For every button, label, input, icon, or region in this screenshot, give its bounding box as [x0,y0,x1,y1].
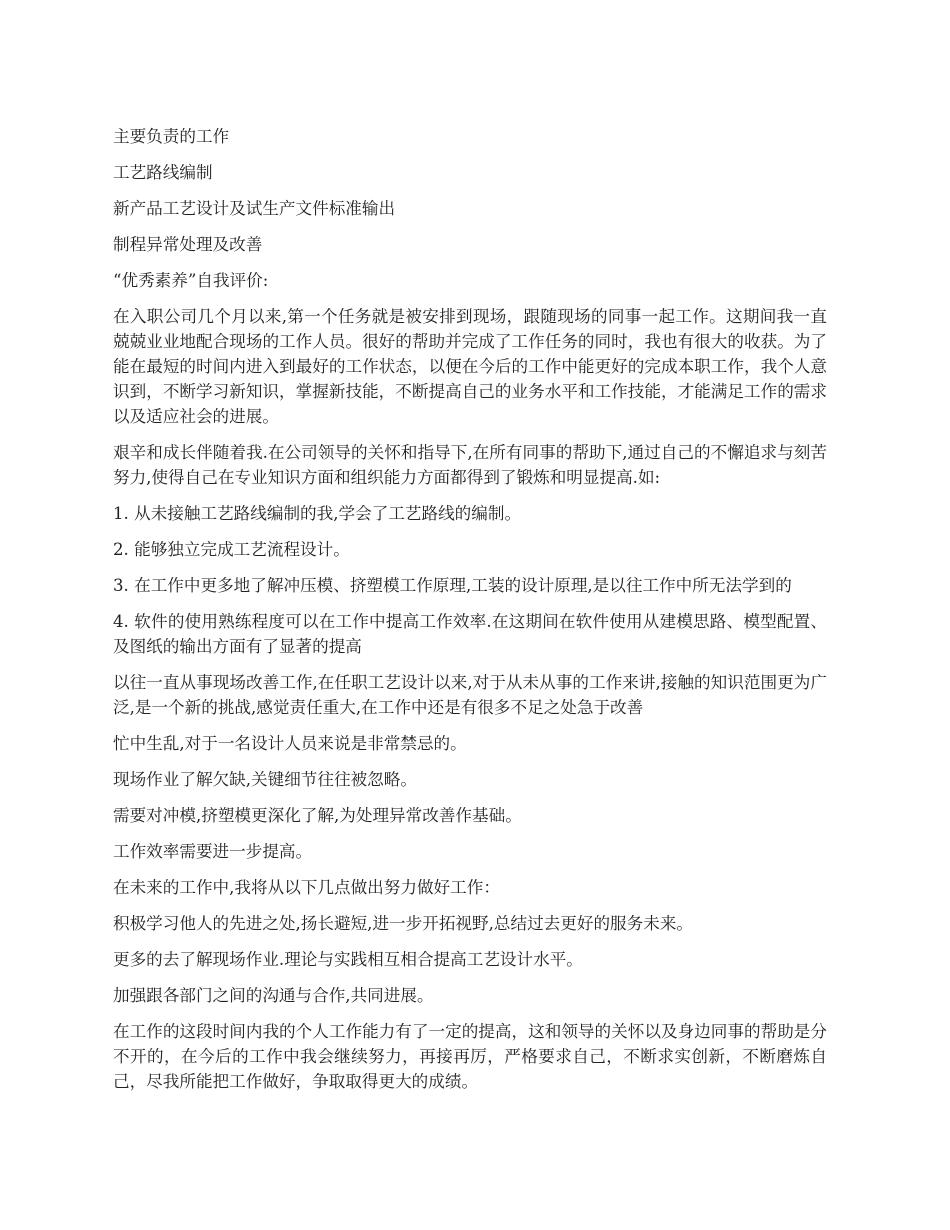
duty-item-exception-handling: 制程异常处理及改善 [113,235,263,254]
shortcoming-item-3: 需要对冲模,挤塑模更深化了解,为处理异常改善作基础。 [113,806,522,825]
shortcoming-item-2: 现场作业了解欠缺,关键细节往往被忽略。 [113,770,417,789]
heading-main-duties: 主要负责的工作 [113,127,230,146]
shortcoming-item-4: 工作效率需要进一步提高。 [113,842,313,861]
paragraph-growth: 艰辛和成长伴随着我.在公司领导的关怀和指导下,在所有同事的帮助下,通过自己的不懈追求与刻苦努力,使得自己在专业知识方面和组织能力方面都得到了锻炼和明显提高.如: [113,443,827,487]
duty-item-process-route: 工艺路线编制 [113,163,213,182]
heading-future-plans: 在未来的工作中,我将从以下几点做出努力做好工作： [113,878,500,897]
list-item-3: 3. 在工作中更多地了解冲压模、挤塑模工作原理,工装的设计原理,是以往工作中所无法学到的 [113,576,792,595]
document-body [113,124,827,1105]
paragraph-challenges: 以往一直从事现场改善工作,在任职工艺设计以来,对于从未从事的工作来讲,接触的知识范围更为广泛,是一个新的挑战,感觉责任重大,在工作中还是有很多不足之处急于改善 [113,673,827,717]
list-item-4: 4. 软件的使用熟练程度可以在工作中提高工作效率.在这期间在软件使用从建模思路、模型配置、及图纸的输出方面有了显著的提高 [113,612,827,656]
shortcoming-item-1: 忙中生乱,对于一名设计人员来说是非常禁忌的。 [113,734,467,753]
heading-self-evaluation: “优秀素养”自我评价: [113,271,269,290]
plan-item-1: 积极学习他人的先进之处,扬长避短,进一步开拓视野,总结过去更好的服务未来。 [113,914,694,933]
paragraph-onboarding: 在入职公司几个月以来,第一个任务就是被安排到现场，跟随现场的同事一起工作。这期间我一直兢兢业业地配合现场的工作人员。很好的帮助并完成了工作任务的同时，我也有很大的收获。为了能在最短的时间内进入到最好的工作状态，以便在今后的工作中能更好的完成本职工作，我个人意识到，不断学习新知识，掌握新技能，不断提高自己的业务水平和工作技能，才能满足工作的需求以及适应社会的进展。 [113,307,827,426]
duty-item-new-product-design: 新产品工艺设计及试生产文件标准输出 [113,199,396,218]
list-item-1: 1. 从未接触工艺路线编制的我,学会了工艺路线的编制。 [113,504,522,523]
plan-item-2: 更多的去了解现场作业.理论与实践相互相合提高工艺设计水平。 [113,950,583,969]
paragraph-conclusion: 在工作的这段时间内我的个人工作能力有了一定的提高，这和领导的关怀以及身边同事的帮助是分不开的，在今后的工作中我会继续努力，再接再厉，严格要求自己，不断求实创新，不断磨炼自己，尽我所能把工作做好，争取取得更大的成绩。 [113,1022,827,1091]
list-item-2: 2. 能够独立完成工艺流程设计。 [113,540,350,559]
plan-item-3: 加强跟各部门之间的沟通与合作,共同进展。 [113,986,434,1005]
